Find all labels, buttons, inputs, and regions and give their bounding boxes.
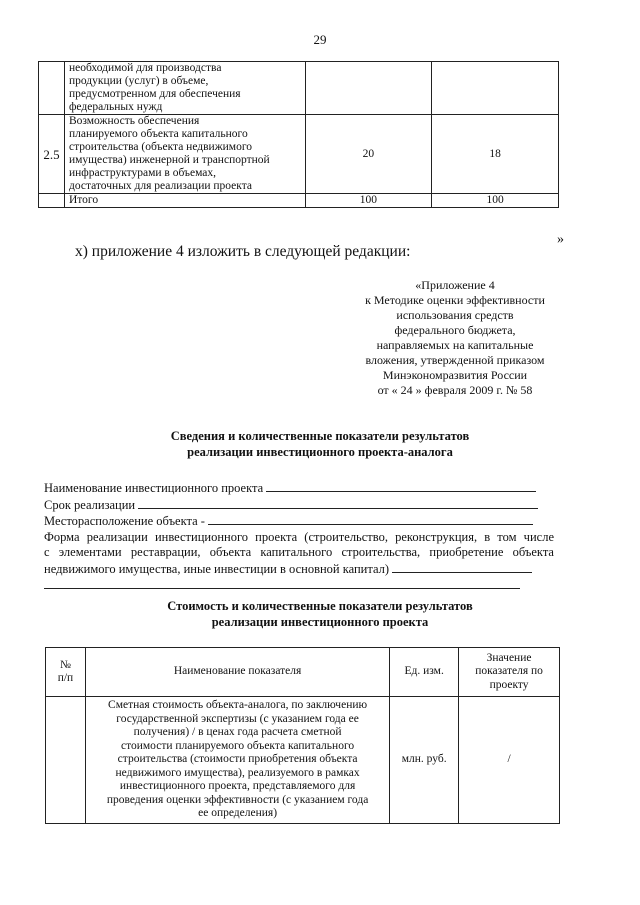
indicator-name-line: Сметная стоимость объекта-аналога, по заключению <box>108 699 368 711</box>
project-name-field[interactable] <box>266 480 536 492</box>
location-label: Месторасположение объекта - <box>44 514 205 528</box>
header-number <box>46 648 86 697</box>
row-value-1: 20 <box>305 115 432 194</box>
row-description-line: достаточных для реализации проекта <box>68 180 252 192</box>
header-number-line: п/п <box>57 672 74 684</box>
term-field[interactable] <box>138 497 538 509</box>
appendix-line: направляемых на капитальные <box>376 338 534 352</box>
criteria-table <box>38 61 559 208</box>
row-description-line: Возможность обеспечения <box>68 115 200 127</box>
indicators-table <box>45 647 560 824</box>
appendix-line: вложения, утвержденной приказом <box>365 353 545 367</box>
indicator-name-line: строительства (стоимости приобретения объекта <box>117 753 358 765</box>
location-field[interactable] <box>208 513 533 525</box>
indicator-name-line: государственной экспертизы (с указанием года ее <box>116 712 359 725</box>
form-type-row <box>44 561 554 578</box>
table-row <box>46 697 560 824</box>
appendix-header <box>300 278 610 398</box>
table-row <box>39 115 559 194</box>
section-heading <box>0 428 640 460</box>
section-heading <box>0 598 640 630</box>
appendix-line: федерального бюджета, <box>394 323 516 337</box>
indicator-value: / <box>459 697 560 824</box>
appendix-line: «Приложение 4 <box>415 278 495 292</box>
indicator-name-line: стоимости планируемого объекта капитального <box>121 739 355 752</box>
header-unit: Ед. изм. <box>390 648 459 697</box>
row-value-1 <box>305 62 432 115</box>
project-name-label: Наименование инвестиционного проекта <box>44 481 264 495</box>
row-value-2: 18 <box>432 115 559 194</box>
indicator-name <box>85 697 389 824</box>
row-description <box>64 62 305 115</box>
table-header-row <box>46 648 560 697</box>
section-heading-line: Стоимость и количественные показатели результатов <box>167 599 473 613</box>
indicator-name-line: недвижимого имущества), реализуемого в рамках <box>115 766 360 779</box>
appendix-line: Минэкономразвития России <box>382 368 528 382</box>
row-description-line: предусмотренном для обеспечения <box>68 88 241 100</box>
form-type-line: недвижимого имущества, иные инвестиции в основной капитал) <box>44 561 390 576</box>
appendix-line: от « 24 » февраля 2009 г. № 58 <box>377 383 533 397</box>
header-value-line: Значение <box>486 651 532 664</box>
row-description-line: федеральных нужд <box>68 101 163 113</box>
total-label: Итого <box>64 194 305 208</box>
header-value-line: показателя по <box>475 665 543 678</box>
header-number-line: № <box>59 658 71 671</box>
project-name-row <box>44 480 554 497</box>
header-value <box>459 648 560 697</box>
indicator-unit: млн. руб. <box>390 697 459 824</box>
row-description <box>64 115 305 194</box>
appendix-line: использования средств <box>396 308 514 322</box>
closing-quote: » <box>557 232 564 247</box>
header-indicator-name: Наименование показателя <box>85 648 389 697</box>
indicator-name-line: инвестиционного проекта, представляемого для <box>119 780 356 792</box>
indicator-name-line: ее определения) <box>198 807 278 819</box>
row-description-line: продукции (услуг) в объеме, <box>68 75 209 87</box>
project-form <box>44 480 554 594</box>
appendix-line: к Методике оценки эффективности <box>365 293 545 307</box>
form-type-continuation-field[interactable] <box>44 577 520 589</box>
term-row <box>44 497 554 514</box>
row-number <box>39 62 65 115</box>
section-heading-line: реализации инвестиционного проекта <box>211 615 429 629</box>
table-total-row <box>39 194 559 208</box>
total-value-2: 100 <box>432 194 559 208</box>
row-value-2 <box>432 62 559 115</box>
row-description-line: планируемого объекта капитального <box>68 128 248 140</box>
location-row <box>44 513 554 530</box>
indicator-name-line: проведения оценки эффективности (с указанием года <box>106 793 369 806</box>
form-type-line: с элементами реставрации, объекта капитального строительства, приобретение объекта <box>44 545 554 559</box>
form-type-line: Форма реализации инвестиционного проекта (строительство, реконструкция, в том числе <box>44 529 554 544</box>
page-number: 29 <box>313 32 327 47</box>
form-type-field[interactable] <box>392 561 532 573</box>
row-description-line: строительства (объекта недвижимого <box>68 141 253 153</box>
total-value-1: 100 <box>305 194 432 208</box>
amendment-instruction: х) приложение 4 изложить в следующей редакции: <box>75 243 411 260</box>
form-type-continuation-row <box>44 577 554 594</box>
header-value-line: проекту <box>489 678 529 691</box>
section-heading-line: Сведения и количественные показатели результатов <box>170 429 470 443</box>
row-number: 2.5 <box>39 115 65 194</box>
section-heading-line: реализации инвестиционного проекта-аналога <box>187 445 453 459</box>
term-label: Срок реализации <box>44 497 136 512</box>
table-row <box>39 62 559 115</box>
row-description-line: имущества) инженерной и транспортной <box>68 154 270 166</box>
row-description-line: необходимой для производства <box>68 62 222 74</box>
indicator-name-line: получения) / в ценах года расчета сметной <box>133 726 342 738</box>
row-description-line: инфраструктурами в объемах, <box>68 167 217 179</box>
row-number <box>46 697 86 824</box>
